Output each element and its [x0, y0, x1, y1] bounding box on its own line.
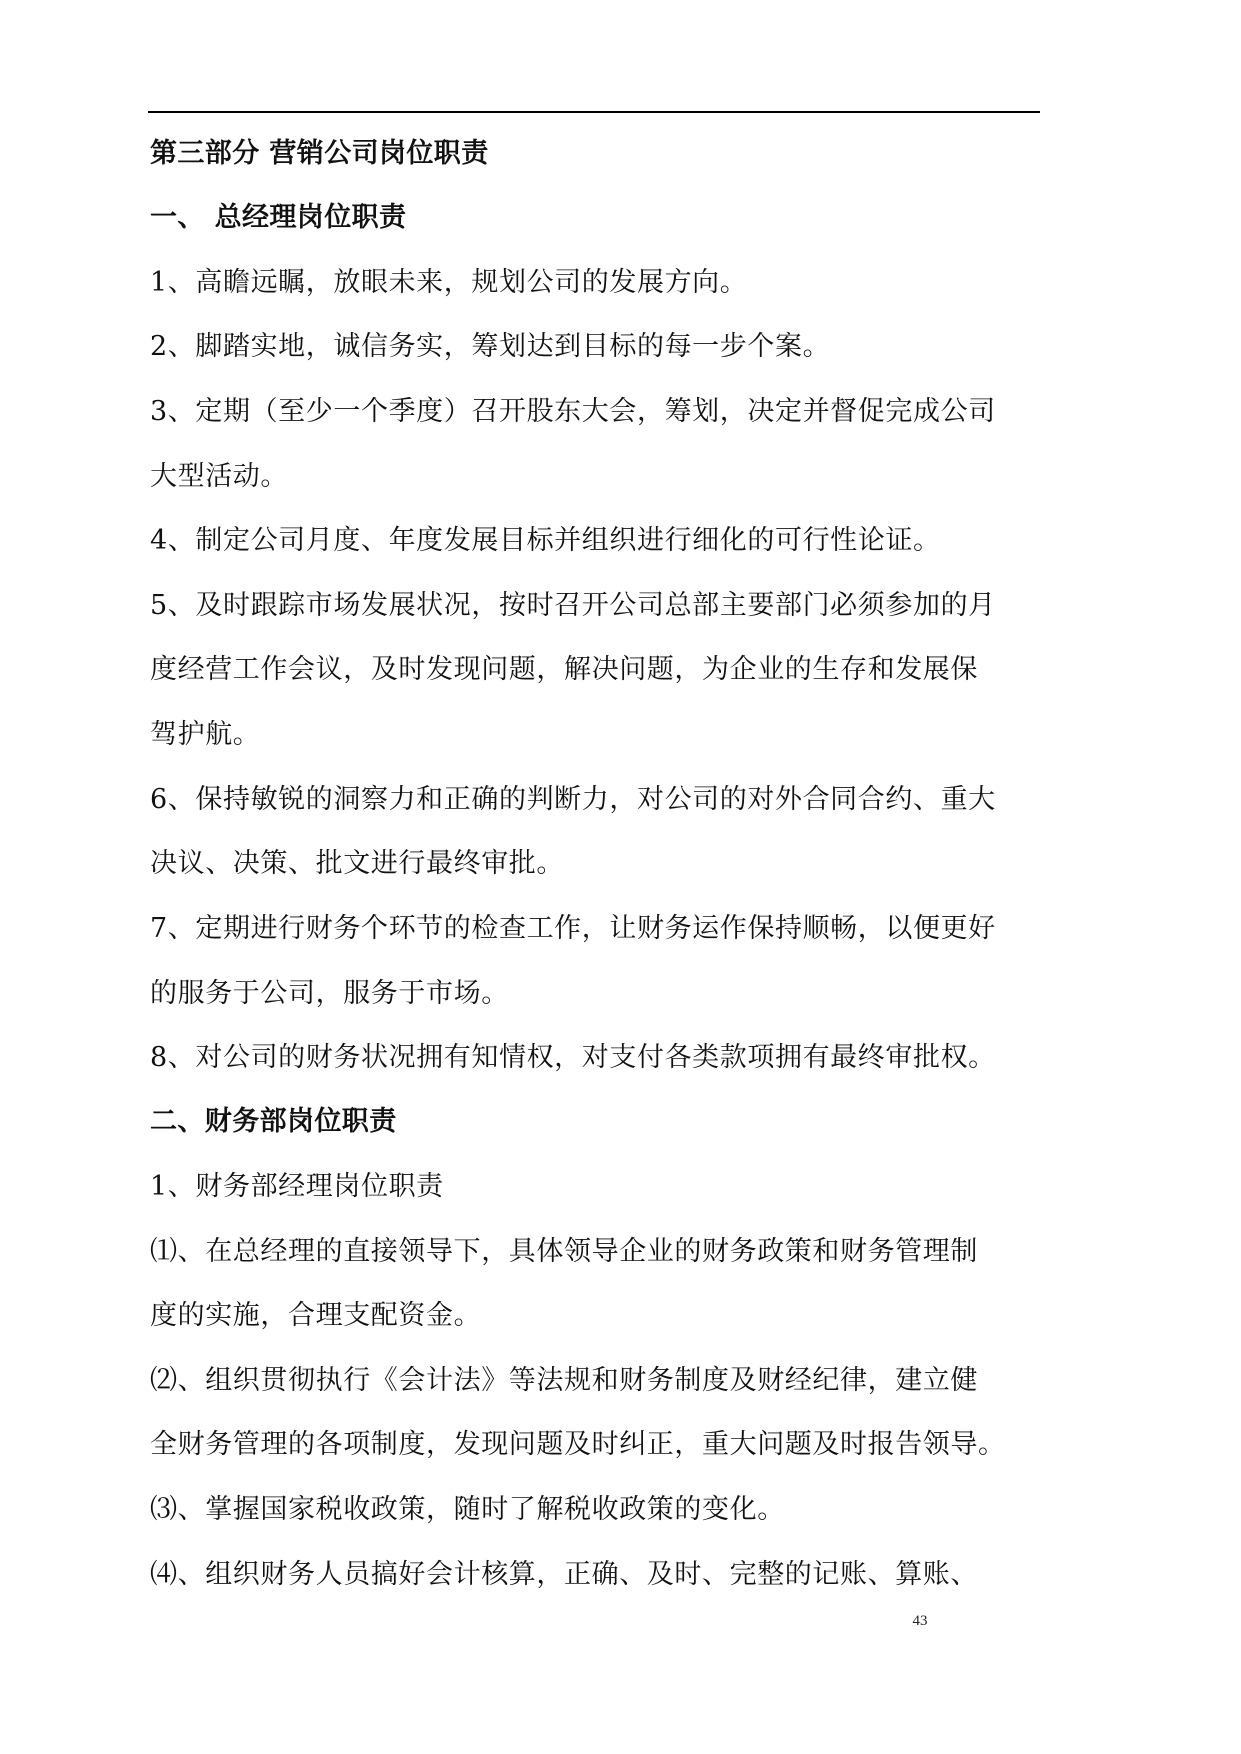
paragraph-line: 驾护航。	[150, 719, 261, 750]
paragraph-line: 3、定期（至少一个季度）召开股东大会，筹划，决定并督促完成公司	[150, 396, 996, 427]
paragraph-line: 1、高瞻远瞩，放眼未来，规划公司的发展方向。	[150, 267, 748, 298]
header-rule	[148, 111, 1040, 113]
part-title: 第三部分 营销公司岗位职责	[150, 138, 489, 169]
page-number: 43	[912, 1613, 928, 1629]
paragraph-line: 8、对公司的财务状况拥有知情权，对支付各类款项拥有最终审批权。	[150, 1042, 996, 1073]
paragraph-line: 度的实施，合理支配资金。	[150, 1300, 482, 1331]
paragraph-line: ⑴、在总经理的直接领导下，具体领导企业的财务政策和财务管理制	[150, 1236, 978, 1267]
paragraph-line: 度经营工作会议，及时发现问题，解决问题，为企业的生存和发展保	[150, 654, 978, 685]
paragraph-line: 1、财务部经理岗位职责	[150, 1171, 444, 1202]
paragraph-line: 7、定期进行财务个环节的检查工作，让财务运作保持顺畅，以便更好	[150, 913, 996, 944]
paragraph-line: 全财务管理的各项制度，发现问题及时纠正，重大问题及时报告领导。	[150, 1429, 1006, 1460]
paragraph-line: 4、制定公司月度、年度发展目标并组织进行细化的可行性论证。	[150, 525, 941, 556]
paragraph-line: 的服务于公司，服务于市场。	[150, 978, 509, 1009]
paragraph-line: ⑶、掌握国家税收政策，随时了解税收政策的变化。	[150, 1494, 785, 1525]
paragraph-line: 大型活动。	[150, 461, 288, 492]
paragraph-line: ⑵、组织贯彻执行《会计法》等法规和财务制度及财经纪律，建立健	[150, 1365, 978, 1396]
section-heading-general-manager: 一、 总经理岗位职责	[150, 202, 407, 233]
paragraph-line: ⑷、组织财务人员搞好会计核算，正确、及时、完整的记账、算账、	[150, 1559, 978, 1590]
paragraph-line: 决议、决策、批文进行最终审批。	[150, 848, 564, 879]
paragraph-line: 5、及时跟踪市场发展状况，按时召开公司总部主要部门必须参加的月	[150, 590, 996, 621]
paragraph-line: 2、脚踏实地，诚信务实，筹划达到目标的每一步个案。	[150, 331, 831, 362]
paragraph-line: 6、保持敏锐的洞察力和正确的判断力，对公司的对外合同合约、重大	[150, 784, 996, 815]
section-heading-finance: 二、财务部岗位职责	[150, 1106, 397, 1137]
